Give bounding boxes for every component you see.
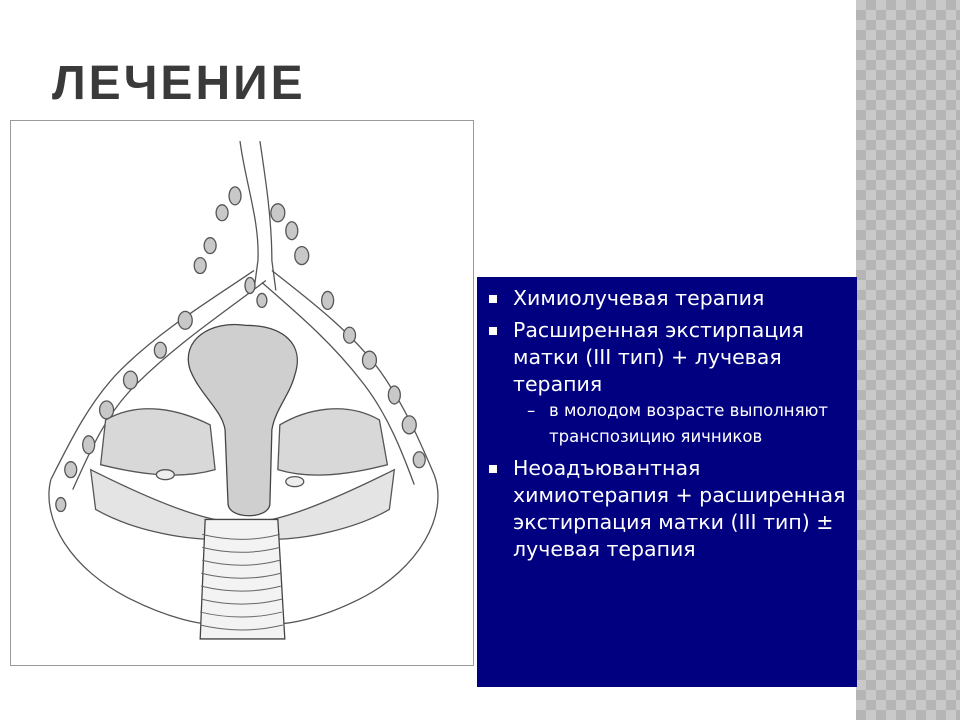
treatment-list [483,285,847,563]
list-item [483,455,847,563]
list-item-text: Расширенная экстирпация матки (III тип) + лучевая терапия [513,318,804,396]
slide-title: ЛЕЧЕНИЕ [52,57,306,110]
square-bullet-icon [489,327,497,335]
list-item-text: Неоадъювантная химиотерапия + расширенная экстирпация матки (III тип) ± лучевая терапия [513,456,846,561]
square-bullet-icon [489,295,497,303]
sub-list-item [513,398,847,450]
dash-marker: – [527,401,536,420]
anatomical-illustration [10,120,474,666]
side-decorative-pattern [856,0,960,720]
square-bullet-icon [489,465,497,473]
list-item-text: Химиолучевая терапия [513,286,765,310]
sub-list-item-text: в молодом возрасте выполняют транспозицию яичников [549,401,829,446]
treatment-list-box [477,277,857,687]
list-item [483,317,847,450]
sub-list [513,398,847,450]
list-item [483,285,847,312]
